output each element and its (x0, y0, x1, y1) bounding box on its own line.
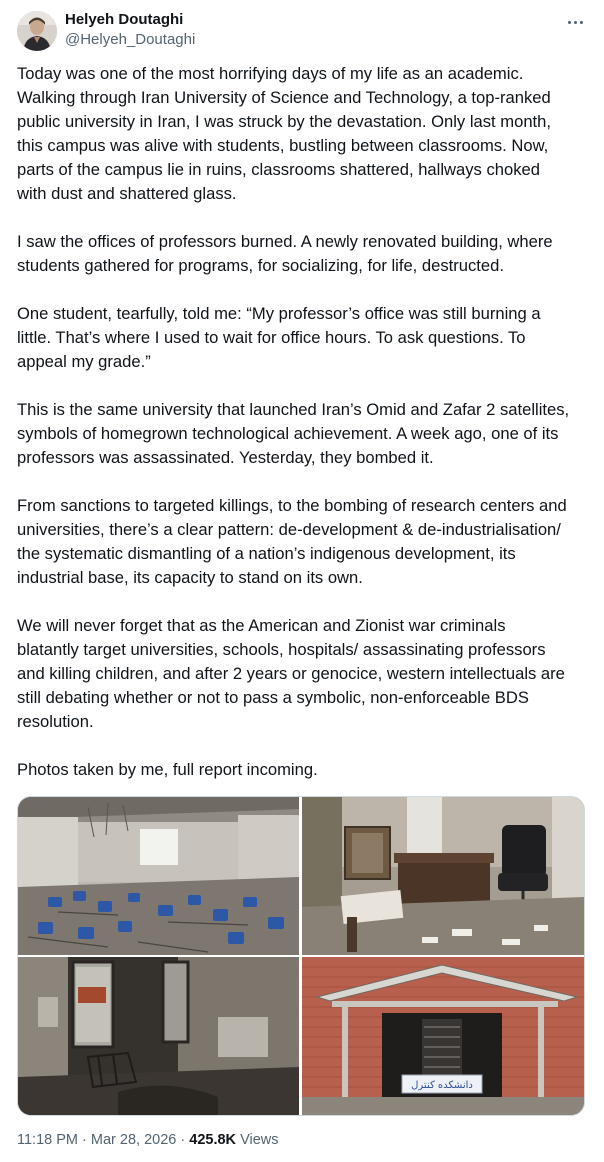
avatar[interactable] (17, 11, 57, 51)
photo-building-entrance[interactable] (302, 957, 584, 1115)
meta-separator: · (82, 1132, 87, 1148)
author-name[interactable]: Helyeh Doutaghi (65, 11, 184, 28)
photo-burned-room[interactable] (18, 957, 299, 1115)
tweet-time[interactable]: 11:18 PM (17, 1132, 78, 1148)
photo-office[interactable] (302, 797, 584, 955)
tweet-paragraph: I saw the offices of professors burned. A newly renovated building, where students gathered for programs, for socializing, for life, destructed. (17, 232, 553, 275)
tweet-date[interactable]: Mar 28, 2026 (90, 1132, 177, 1148)
tweet-paragraph: From sanctions to targeted killings, to the bombing of research centers and universities, there’s a clear pattern: de-development & de-industrialisation/ the systematic dismantling of a nation’s indigenous development, its industrial base, its capacity to stand on its own. (17, 496, 567, 587)
tweet-header (17, 10, 587, 54)
media-grid (17, 796, 585, 1116)
tweet-meta (17, 1130, 278, 1150)
views-label: Views (240, 1132, 279, 1148)
more-horizontal-icon[interactable] (565, 12, 585, 32)
meta-separator: · (180, 1132, 186, 1148)
tweet-paragraph: One student, tearfully, told me: “My professor’s office was still burning a little. That’s where I used to wait for office hours. To ask questions. To appeal my grade.” (17, 304, 541, 371)
tweet-paragraph: Photos taken by me, full report incoming. (17, 760, 318, 779)
views-count[interactable]: 425.8K (189, 1132, 237, 1148)
author-handle[interactable]: @Helyeh_Doutaghi (65, 31, 196, 48)
tweet-text (17, 62, 592, 806)
tweet-paragraph: This is the same university that launched Iran’s Omid and Zafar 2 satellites, symbols of homegrown technological achievement. A week ago, one of its professors was assassinated. Yesterday, they bombed it. (17, 400, 570, 467)
tweet-paragraph: Today was one of the most horrifying days of my life as an academic. Walking through Iran University of Science and Technology, a top-ranked public university in Iran, I was struck by the devastation. Only last month, this campus was alive with students, bustling between classrooms. Now, parts of the campus lie in ruins, classrooms shattered, hallways choked with dust and shattered glass. (17, 64, 552, 203)
tweet-paragraph: We will never forget that as the American and Zionist war criminals blatantly target universities, schools, hospitals/ assassinating professors and killing children, and after 2 years or genocice, western intellectuals are still debating whether or not to pass a symbolic, non-enforceable BDS resolution. (17, 616, 565, 731)
banner-text: دانشکده کنترل (411, 1080, 473, 1091)
photo-classroom[interactable] (18, 797, 299, 955)
